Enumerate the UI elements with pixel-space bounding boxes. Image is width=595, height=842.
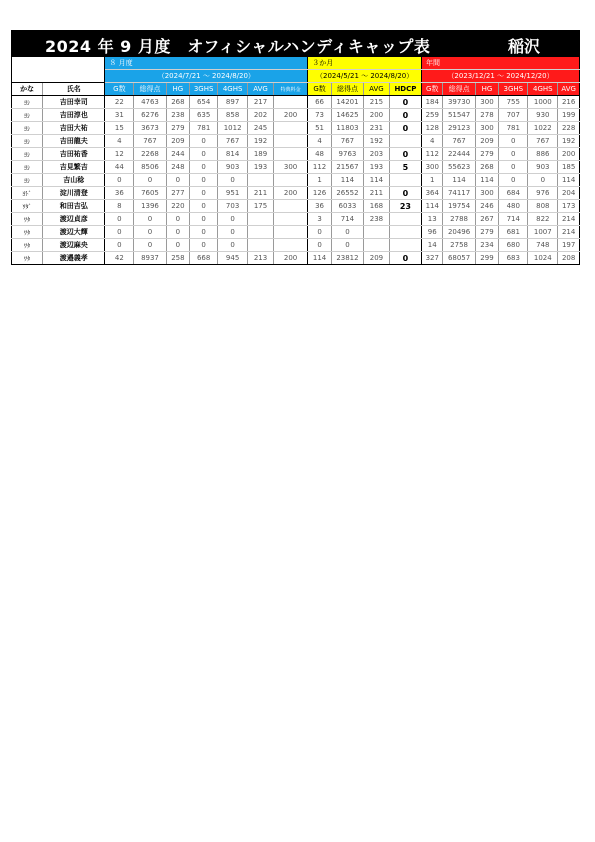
cell-yearly-avg: 214 <box>558 213 580 226</box>
cell-3m-total: 767 <box>331 135 363 148</box>
cell-yearly-avg: 216 <box>558 96 580 109</box>
cell-name: 吉田淳也 <box>43 109 105 122</box>
cell-yearly-4ghs: 822 <box>528 213 558 226</box>
cell-monthly-hg: 268 <box>166 96 190 109</box>
cell-monthly-avg: 202 <box>248 109 274 122</box>
cell-yearly-total: 51547 <box>443 109 475 122</box>
cell-monthly-games: 12 <box>105 148 134 161</box>
table-row <box>12 122 580 135</box>
cell-yearly-avg: 199 <box>558 109 580 122</box>
cell-yearly-hg: 299 <box>475 252 499 265</box>
cell-yearly-total: 20496 <box>443 226 475 239</box>
cell-monthly-games: 0 <box>105 174 134 187</box>
cell-monthly-avg: 193 <box>248 161 274 174</box>
cell-monthly-total: 2268 <box>134 148 166 161</box>
cell-yearly-games: 1 <box>422 174 443 187</box>
cell-yearly-games: 184 <box>422 96 443 109</box>
cell-yearly-avg: 192 <box>558 135 580 148</box>
table-row <box>12 96 580 109</box>
cell-monthly-avg: 213 <box>248 252 274 265</box>
cell-monthly-3ghs: 0 <box>190 226 218 239</box>
cell-yearly-3ghs: 0 <box>499 161 528 174</box>
cell-monthly-bonus-fee: 300 <box>273 161 307 174</box>
cell-name: 吉山稔 <box>43 174 105 187</box>
column-header-yearly-total: 総得点 <box>443 83 475 96</box>
cell-monthly-total: 8937 <box>134 252 166 265</box>
cell-name: 吉見繁吉 <box>43 161 105 174</box>
cell-hdcp: 23 <box>389 200 421 213</box>
cell-yearly-avg: 173 <box>558 200 580 213</box>
column-header-3m-total: 総得点 <box>331 83 363 96</box>
cell-hdcp: 0 <box>389 187 421 200</box>
sheet-title: 2024 年 9 月度 オフィシャルハンディキャップ表 <box>45 37 431 56</box>
cell-3m-avg <box>364 239 390 252</box>
column-header-yearly-games: G数 <box>422 83 443 96</box>
header-blank <box>12 57 105 83</box>
cell-monthly-hg: 0 <box>166 239 190 252</box>
cell-yearly-avg: 228 <box>558 122 580 135</box>
cell-kana: ﾖｼ <box>12 109 43 122</box>
cell-3m-games: 126 <box>308 187 332 200</box>
cell-monthly-avg: 175 <box>248 200 274 213</box>
table-row <box>12 174 580 187</box>
cell-monthly-games: 42 <box>105 252 134 265</box>
column-header-row <box>12 83 580 96</box>
cell-hdcp: 0 <box>389 122 421 135</box>
cell-monthly-4ghs: 951 <box>218 187 248 200</box>
cell-yearly-3ghs: 0 <box>499 135 528 148</box>
cell-yearly-hg: 300 <box>475 122 499 135</box>
cell-3m-games: 112 <box>308 161 332 174</box>
cell-yearly-avg: 200 <box>558 148 580 161</box>
cell-3m-avg: 238 <box>364 213 390 226</box>
cell-3m-avg: 114 <box>364 174 390 187</box>
cell-yearly-total: 19754 <box>443 200 475 213</box>
cell-hdcp <box>389 239 421 252</box>
cell-monthly-bonus-fee <box>273 96 307 109</box>
cell-monthly-avg: 189 <box>248 148 274 161</box>
title-bar <box>11 30 580 57</box>
table-row <box>12 187 580 200</box>
cell-3m-total: 0 <box>331 239 363 252</box>
cell-monthly-avg <box>248 174 274 187</box>
cell-3m-games: 0 <box>308 226 332 239</box>
cell-monthly-bonus-fee <box>273 200 307 213</box>
cell-monthly-total: 3673 <box>134 122 166 135</box>
cell-monthly-3ghs: 0 <box>190 148 218 161</box>
cell-yearly-games: 14 <box>422 239 443 252</box>
cell-monthly-4ghs: 0 <box>218 226 248 239</box>
cell-kana: ﾖｼ <box>12 122 43 135</box>
cell-yearly-hg: 300 <box>475 187 499 200</box>
cell-3m-total: 26552 <box>331 187 363 200</box>
cell-3m-avg: 209 <box>364 252 390 265</box>
cell-hdcp <box>389 213 421 226</box>
cell-hdcp <box>389 135 421 148</box>
cell-monthly-bonus-fee <box>273 122 307 135</box>
cell-yearly-avg: 214 <box>558 226 580 239</box>
column-header-monthly-hg: HG <box>166 83 190 96</box>
cell-monthly-avg: 217 <box>248 96 274 109</box>
cell-yearly-games: 300 <box>422 161 443 174</box>
cell-monthly-4ghs: 0 <box>218 239 248 252</box>
column-header-monthly-3ghs: 3GHS <box>190 83 218 96</box>
cell-kana: ﾖｼ <box>12 174 43 187</box>
cell-yearly-3ghs: 683 <box>499 252 528 265</box>
cell-yearly-3ghs: 680 <box>499 239 528 252</box>
cell-yearly-hg: 209 <box>475 135 499 148</box>
cell-yearly-avg: 185 <box>558 161 580 174</box>
column-header-yearly-hg: HG <box>475 83 499 96</box>
cell-3m-games: 66 <box>308 96 332 109</box>
table-row <box>12 226 580 239</box>
cell-monthly-3ghs: 0 <box>190 187 218 200</box>
cell-name: 吉田龍夫 <box>43 135 105 148</box>
cell-monthly-4ghs: 814 <box>218 148 248 161</box>
cell-name: 吉田幸司 <box>43 96 105 109</box>
cell-monthly-total: 7605 <box>134 187 166 200</box>
cell-yearly-hg: 267 <box>475 213 499 226</box>
cell-monthly-avg <box>248 213 274 226</box>
cell-monthly-4ghs: 0 <box>218 174 248 187</box>
cell-hdcp: 0 <box>389 148 421 161</box>
cell-kana: ﾜﾀ <box>12 213 43 226</box>
cell-monthly-games: 0 <box>105 239 134 252</box>
cell-3m-avg: 211 <box>364 187 390 200</box>
cell-monthly-hg: 0 <box>166 213 190 226</box>
cell-yearly-hg: 234 <box>475 239 499 252</box>
cell-hdcp: 5 <box>389 161 421 174</box>
cell-monthly-hg: 277 <box>166 187 190 200</box>
cell-monthly-games: 4 <box>105 135 134 148</box>
column-header-3m-games: G数 <box>308 83 332 96</box>
cell-monthly-games: 15 <box>105 122 134 135</box>
table-row <box>12 161 580 174</box>
cell-monthly-4ghs: 767 <box>218 135 248 148</box>
cell-monthly-3ghs: 0 <box>190 135 218 148</box>
cell-kana: ﾖｼ <box>12 148 43 161</box>
cell-yearly-4ghs: 748 <box>528 239 558 252</box>
cell-monthly-hg: 238 <box>166 109 190 122</box>
column-header-monthly-4ghs: 4GHS <box>218 83 248 96</box>
cell-monthly-3ghs: 0 <box>190 213 218 226</box>
cell-yearly-hg: 300 <box>475 96 499 109</box>
cell-hdcp: 0 <box>389 252 421 265</box>
cell-name: 渡辺貞彦 <box>43 213 105 226</box>
cell-monthly-bonus-fee: 200 <box>273 109 307 122</box>
cell-3m-games: 0 <box>308 239 332 252</box>
cell-monthly-4ghs: 858 <box>218 109 248 122</box>
cell-yearly-hg: 278 <box>475 109 499 122</box>
cell-3m-avg: 231 <box>364 122 390 135</box>
cell-name: 和田吉弘 <box>43 200 105 213</box>
cell-monthly-4ghs: 0 <box>218 213 248 226</box>
cell-monthly-hg: 279 <box>166 122 190 135</box>
cell-yearly-total: 22444 <box>443 148 475 161</box>
table-row <box>12 213 580 226</box>
cell-yearly-3ghs: 755 <box>499 96 528 109</box>
cell-name: 渡辺麻央 <box>43 239 105 252</box>
cell-yearly-total: 767 <box>443 135 475 148</box>
cell-yearly-4ghs: 0 <box>528 174 558 187</box>
cell-3m-total: 14201 <box>331 96 363 109</box>
cell-monthly-bonus-fee <box>273 213 307 226</box>
cell-yearly-3ghs: 707 <box>499 109 528 122</box>
cell-yearly-3ghs: 681 <box>499 226 528 239</box>
cell-monthly-hg: 209 <box>166 135 190 148</box>
cell-yearly-avg: 114 <box>558 174 580 187</box>
cell-monthly-bonus-fee <box>273 148 307 161</box>
cell-3m-avg <box>364 226 390 239</box>
cell-kana: ﾖｼ <box>12 135 43 148</box>
cell-3m-avg: 168 <box>364 200 390 213</box>
cell-3m-games: 36 <box>308 200 332 213</box>
cell-monthly-4ghs: 903 <box>218 161 248 174</box>
cell-yearly-games: 327 <box>422 252 443 265</box>
cell-monthly-4ghs: 945 <box>218 252 248 265</box>
cell-3m-games: 51 <box>308 122 332 135</box>
column-header-yearly-4ghs: 4GHS <box>528 83 558 96</box>
cell-yearly-3ghs: 480 <box>499 200 528 213</box>
cell-monthly-4ghs: 703 <box>218 200 248 213</box>
cell-yearly-total: 2758 <box>443 239 475 252</box>
cell-3m-avg: 192 <box>364 135 390 148</box>
cell-yearly-3ghs: 714 <box>499 213 528 226</box>
monthly-section-label: ８ 月度 <box>105 57 308 70</box>
table-row <box>12 148 580 161</box>
cell-yearly-4ghs: 767 <box>528 135 558 148</box>
cell-yearly-4ghs: 976 <box>528 187 558 200</box>
cell-yearly-games: 13 <box>422 213 443 226</box>
column-header-monthly-bonus-fee: 特典料金 <box>273 83 307 96</box>
cell-yearly-games: 259 <box>422 109 443 122</box>
cell-kana: ﾖｼ <box>12 96 43 109</box>
cell-kana: ﾜﾀ <box>12 239 43 252</box>
cell-yearly-total: 2788 <box>443 213 475 226</box>
cell-3m-games: 4 <box>308 135 332 148</box>
cell-monthly-3ghs: 781 <box>190 122 218 135</box>
cell-yearly-4ghs: 1024 <box>528 252 558 265</box>
cell-yearly-games: 114 <box>422 200 443 213</box>
cell-monthly-games: 22 <box>105 96 134 109</box>
cell-name: 渡辺大輝 <box>43 226 105 239</box>
cell-3m-total: 6033 <box>331 200 363 213</box>
cell-yearly-total: 55623 <box>443 161 475 174</box>
cell-name: 淀川清登 <box>43 187 105 200</box>
cell-monthly-total: 8506 <box>134 161 166 174</box>
cell-monthly-total: 6276 <box>134 109 166 122</box>
column-header-yearly-3ghs: 3GHS <box>499 83 528 96</box>
cell-yearly-3ghs: 781 <box>499 122 528 135</box>
cell-3m-games: 1 <box>308 174 332 187</box>
column-header-3m-avg: AVG <box>364 83 390 96</box>
table-row <box>12 239 580 252</box>
table-row <box>12 200 580 213</box>
cell-monthly-total: 0 <box>134 174 166 187</box>
cell-yearly-4ghs: 1007 <box>528 226 558 239</box>
cell-3m-total: 11803 <box>331 122 363 135</box>
cell-yearly-hg: 246 <box>475 200 499 213</box>
cell-yearly-games: 364 <box>422 187 443 200</box>
column-header-monthly-total: 総得点 <box>134 83 166 96</box>
handicap-table <box>11 57 580 265</box>
cell-monthly-3ghs: 0 <box>190 200 218 213</box>
cell-name: 渡邉義孝 <box>43 252 105 265</box>
cell-yearly-hg: 114 <box>475 174 499 187</box>
cell-3m-games: 73 <box>308 109 332 122</box>
column-header-name: 氏名 <box>43 83 105 96</box>
cell-yearly-4ghs: 930 <box>528 109 558 122</box>
cell-yearly-4ghs: 808 <box>528 200 558 213</box>
cell-monthly-total: 0 <box>134 226 166 239</box>
cell-monthly-hg: 244 <box>166 148 190 161</box>
cell-yearly-4ghs: 886 <box>528 148 558 161</box>
cell-yearly-3ghs: 0 <box>499 174 528 187</box>
cell-3m-avg: 200 <box>364 109 390 122</box>
cell-3m-avg: 193 <box>364 161 390 174</box>
cell-yearly-total: 68057 <box>443 252 475 265</box>
cell-yearly-3ghs: 684 <box>499 187 528 200</box>
three-month-section-range: （2024/5/21 ～ 2024/8/20） <box>308 70 422 83</box>
cell-yearly-avg: 208 <box>558 252 580 265</box>
cell-monthly-bonus-fee <box>273 239 307 252</box>
cell-monthly-bonus-fee: 200 <box>273 187 307 200</box>
cell-name: 吉田大祐 <box>43 122 105 135</box>
column-header-kana: かな <box>12 83 43 96</box>
cell-monthly-games: 31 <box>105 109 134 122</box>
monthly-section-range: （2024/7/21 ～ 2024/8/20） <box>105 70 308 83</box>
cell-monthly-games: 8 <box>105 200 134 213</box>
cell-monthly-avg: 192 <box>248 135 274 148</box>
cell-monthly-total: 767 <box>134 135 166 148</box>
yearly-section-range: （2023/12/21 ～ 2024/12/20） <box>422 70 580 83</box>
cell-hdcp: 0 <box>389 96 421 109</box>
cell-yearly-4ghs: 1000 <box>528 96 558 109</box>
cell-monthly-games: 0 <box>105 226 134 239</box>
cell-monthly-bonus-fee <box>273 135 307 148</box>
cell-monthly-hg: 0 <box>166 174 190 187</box>
yearly-section-label: 年間 <box>422 57 580 70</box>
cell-yearly-3ghs: 0 <box>499 148 528 161</box>
cell-hdcp: 0 <box>389 109 421 122</box>
cell-3m-games: 114 <box>308 252 332 265</box>
cell-3m-avg: 215 <box>364 96 390 109</box>
cell-yearly-games: 4 <box>422 135 443 148</box>
cell-monthly-avg <box>248 239 274 252</box>
cell-monthly-3ghs: 668 <box>190 252 218 265</box>
cell-monthly-hg: 220 <box>166 200 190 213</box>
cell-monthly-avg <box>248 226 274 239</box>
cell-3m-total: 14625 <box>331 109 363 122</box>
table-row <box>12 135 580 148</box>
cell-hdcp <box>389 226 421 239</box>
cell-yearly-games: 112 <box>422 148 443 161</box>
cell-monthly-total: 4763 <box>134 96 166 109</box>
cell-monthly-total: 1396 <box>134 200 166 213</box>
three-month-section-label: ３か月 <box>308 57 422 70</box>
cell-kana: ﾖﾄﾞ <box>12 187 43 200</box>
column-header-monthly-avg: AVG <box>248 83 274 96</box>
cell-yearly-hg: 279 <box>475 226 499 239</box>
section-label-row <box>12 57 580 70</box>
cell-yearly-total: 29123 <box>443 122 475 135</box>
cell-yearly-avg: 197 <box>558 239 580 252</box>
cell-monthly-3ghs: 0 <box>190 239 218 252</box>
cell-monthly-bonus-fee: 200 <box>273 252 307 265</box>
cell-3m-total: 714 <box>331 213 363 226</box>
cell-kana: ﾖｼ <box>12 161 43 174</box>
cell-hdcp <box>389 174 421 187</box>
cell-monthly-hg: 248 <box>166 161 190 174</box>
cell-monthly-3ghs: 0 <box>190 174 218 187</box>
cell-monthly-3ghs: 654 <box>190 96 218 109</box>
cell-monthly-total: 0 <box>134 213 166 226</box>
cell-3m-avg: 203 <box>364 148 390 161</box>
table-row <box>12 252 580 265</box>
cell-monthly-4ghs: 1012 <box>218 122 248 135</box>
cell-yearly-4ghs: 903 <box>528 161 558 174</box>
cell-3m-total: 0 <box>331 226 363 239</box>
cell-monthly-3ghs: 635 <box>190 109 218 122</box>
column-header-monthly-games: G数 <box>105 83 134 96</box>
cell-monthly-hg: 0 <box>166 226 190 239</box>
handicap-sheet <box>11 30 580 265</box>
cell-3m-total: 21567 <box>331 161 363 174</box>
cell-3m-total: 114 <box>331 174 363 187</box>
location-label: 稲沢 <box>508 37 541 56</box>
cell-monthly-hg: 258 <box>166 252 190 265</box>
cell-3m-games: 3 <box>308 213 332 226</box>
cell-yearly-avg: 204 <box>558 187 580 200</box>
cell-kana: ﾜﾀ <box>12 252 43 265</box>
cell-yearly-games: 96 <box>422 226 443 239</box>
cell-name: 吉田祐香 <box>43 148 105 161</box>
cell-yearly-hg: 268 <box>475 161 499 174</box>
cell-kana: ﾜﾀ <box>12 226 43 239</box>
cell-monthly-games: 0 <box>105 213 134 226</box>
cell-yearly-games: 128 <box>422 122 443 135</box>
cell-yearly-total: 39730 <box>443 96 475 109</box>
cell-monthly-games: 44 <box>105 161 134 174</box>
cell-monthly-4ghs: 897 <box>218 96 248 109</box>
cell-monthly-bonus-fee <box>273 226 307 239</box>
column-header-hdcp: HDCP <box>389 83 421 96</box>
cell-yearly-total: 114 <box>443 174 475 187</box>
cell-yearly-hg: 279 <box>475 148 499 161</box>
column-header-yearly-avg: AVG <box>558 83 580 96</box>
cell-monthly-avg: 211 <box>248 187 274 200</box>
table-row <box>12 109 580 122</box>
cell-3m-total: 9763 <box>331 148 363 161</box>
cell-monthly-avg: 245 <box>248 122 274 135</box>
cell-kana: ﾜﾀﾞ <box>12 200 43 213</box>
cell-monthly-3ghs: 0 <box>190 161 218 174</box>
cell-yearly-4ghs: 1022 <box>528 122 558 135</box>
cell-monthly-games: 36 <box>105 187 134 200</box>
cell-monthly-bonus-fee <box>273 174 307 187</box>
cell-3m-total: 23812 <box>331 252 363 265</box>
cell-monthly-total: 0 <box>134 239 166 252</box>
cell-yearly-total: 74117 <box>443 187 475 200</box>
cell-3m-games: 48 <box>308 148 332 161</box>
